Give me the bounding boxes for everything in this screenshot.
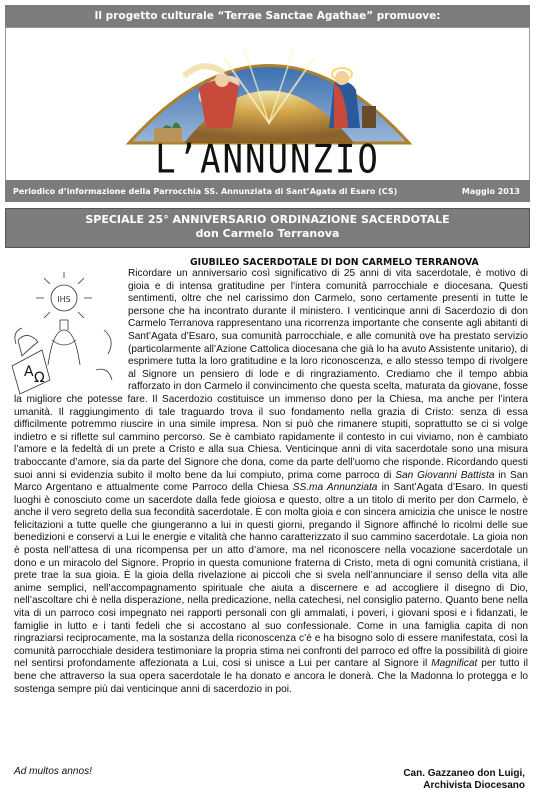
newspaper-title: L’ANNUNZIO [155,137,380,181]
article-title: GIUBILEO SACERDOTALE DI DON CARMELO TERRANOVA [190,257,479,268]
article-paragraph: Ricordare un anniversario così significativo di 25 anni di vita sacerdotale, è motivo di gioia e di intensa gratitudine per l’intera comunità parrocchiale e diocesana. Questi sentimenti, oltre che nel carissimo don Carmelo, sono certamente presenti in tutte le persone che ha incontrato durante il ministero. I venticinque anni di Sacerdozio di don Carmelo Terranova rappresentano una ricorrenza importante che consente agli abitanti di Sant’Agata d’Esaro, sua comunità parrocchiale, e alle comunità ove ha prestato servizio (particolarmente all’Azione Cattolica diocesana che già lo ha avuto Assistente unitario), di esprimere tutta la loro gratitudine e la loro riconoscenza, e allo stesso tempo di rivolgere al Signore un pensiero di lode e di ringraziamento. Crediamo che il tempo abbia rafforzato in don Carmelo il convincimento che questa scelta, maturata da giovane, fosse la migliore che potesse fare. Il Sacerdozio costituisce un immenso dono per la Chiesa, ma anche per l’intera umanità. Il raggiungimento di tale traguardo trova il suo fondamento nella grazia di Cristo: senza di essa difficilmente potremmo riuscire in una simile impresa. Non si può che rimanere stupiti, soprattutto se ci si volge indietro e si riflette sul cammino percorso. Se è cambiato rapidamente il contesto in cui viviamo, non è cambiato l’amore e la fedeltà di un prete a Cristo e alla sua Chiesa. Venticinque anni di vita sacerdotale sono una misura traboccante d’amore, sia da parte del Signore che dona, come da parte dell’uomo che risponde. Ricordando questi suoi anni si evidenzia subito il molto bene da lui compiuto, prima come parroco di San Giovanni Battista in San Marco Argentano e attualmente come Parroco della Chiesa SS.ma Annunziata in Sant’Agata d’Esaro. In questi luoghi è conosciuto come un sacerdote dalla fede gioiosa e questo, oltre a un titolo di merito per don Carmelo, è anche il vero segreto della sua fecondità sacerdotale. È con molta gioia e con sincera amicizia che unisce le nostre felicitazioni a tutte quelle che giungeranno a lui in questi giorni, pregando il Signore affinché lo ricolmi delle sue benedizioni e conservi a Lui le energie e vitalità che hanno caratterizzato il suo cammino sacerdotale. La gioia non è posta nell’attesa di una ricompensa per un atto d’amore, ma nel riconoscere nella vocazione sacerdotale un dono e un miracolo del Signore. Proprio in questa comunione fraterna di Cristo, meta di ogni comunità cristiana, il prete trae la sua gioia. È la gioia della rivelazione ai piccoli che si svela nell’annunciare il senso della vita alle anime semplici, nell’accompagnamento spirituale che aiuta a discernere e ad accogliere il disegno di Dio, nell’ascoltare chi è nella disperazione, nella predicazione, nella catechesi, nel consiglio paterno. Quanto bene nella vita di un parroco cosi impegnato nei rapporti personali con gli ammalati, i poveri, i giovani sposi e i fidanzati, le famiglie in lutto e i tanti fedeli che si accostano al suo confessionale. Come in una famiglia capita di non ringraziarsi reciprocamente, ma la sostanza della riconoscenza c’è e ha bisogno solo di essere manifestata, così la comunità parrocchiale desidera testimoniare la propria stima nei confronti del parroco ed offre la possibilità di gioire nel sentirsi profondamente affezionata a Lui, cosi si unisce a Lui per cantare al Signore il Magnificat per tutto il bene che attraverso la sua opera sacerdotale le ha donato e ancora le donerà. Che la Madonna lo protegga e lo sostenga sempre più dai venticinque anni di sacerdozio in poi. [14,268,528,695]
info-bar [5,180,530,202]
special-banner [5,208,530,248]
annunciation-mosaic [124,28,414,146]
emblem-spacer [14,268,128,386]
publication-subtitle: Periodico d’informazione della Parrocchia SS. Annunziata di Sant’Agata di Esaro (CS) [13,187,398,196]
emblem-alpha: A [24,364,34,380]
closing-line: Ad multos annos! [14,766,92,777]
promo-text: Il progetto culturale “Terrae Sanctae Agathae” promuove: [94,10,441,22]
special-subheading: don Carmelo Terranova [195,227,340,240]
masthead [5,27,530,181]
signature-name: Can. Gazzaneo don Luigi, [403,768,525,779]
signature-role: Archivista Diocesano [423,780,525,791]
issue-date: Maggio 2013 [461,187,520,196]
emblem-monogram: IHS [57,295,71,304]
promo-bar [5,5,530,27]
article-body [14,268,528,696]
signature [403,768,525,792]
special-heading: SPECIALE 25° ANNIVERSARIO ORDINAZIONE SACERDOTALE [85,213,450,226]
emblem-omega: Ω [34,370,45,386]
